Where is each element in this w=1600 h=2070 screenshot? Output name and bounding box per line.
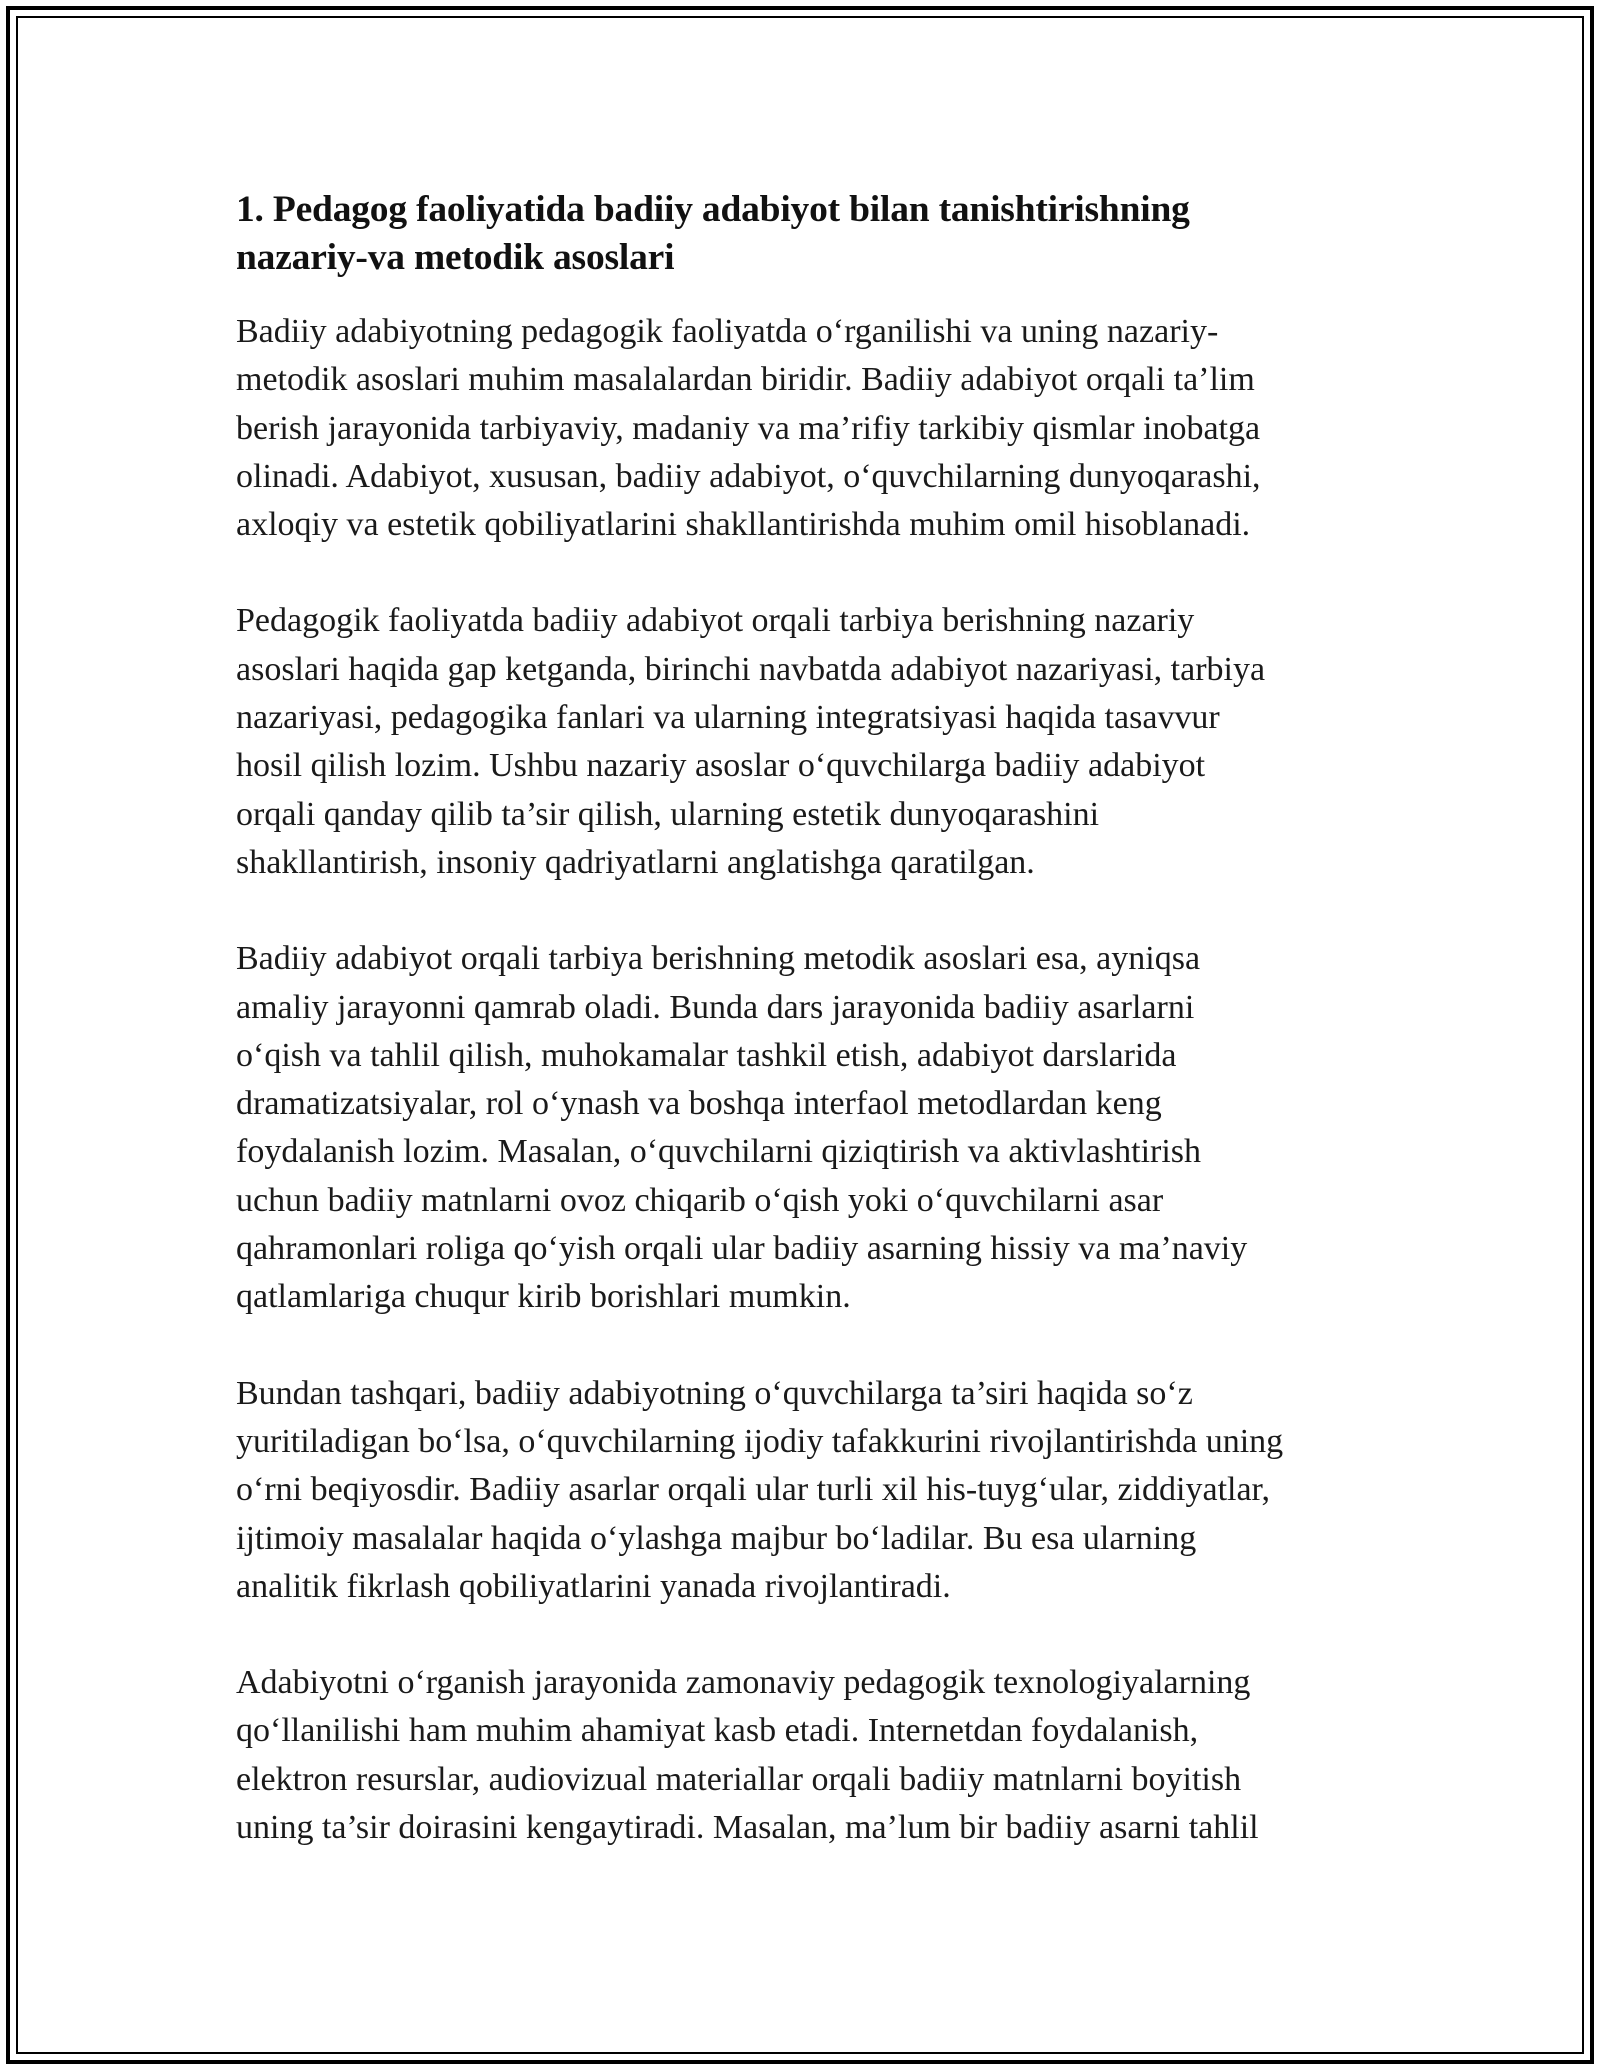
text-line: foydalanish lozim. Masalan, o‘quvchilarni qiziqtirish va aktivlashtirish [236,1133,1202,1171]
text-line: dramatizatsiyalar, rol o‘ynash va boshqa interfaol metodlardan keng [236,1085,1162,1123]
text-line: qo‘llanilishi ham muhim ahamiyat kasb etadi. Internetdan foydalanish, [236,1712,1199,1750]
heading-line: 1. Pedagog faoliyatida badiiy adabiyot bilan tanishtirishning [236,189,1190,230]
text-line: uchun badiiy matnlarni ovoz chiqarib o‘qish yoki o‘quvchilarni asar [236,1181,1164,1219]
text-line: Badiiy adabiyot orqali tarbiya berishning metodik asoslari esa, ayniqsa [236,940,1201,978]
heading-line: nazariy-va metodik asoslari [236,237,675,278]
text-line: Pedagogik faoliyatda badiiy adabiyot orqali tarbiya berishning nazariy [236,602,1195,640]
text-line: metodik asoslari muhim masalalardan biridir. Badiiy adabiyot orqali ta’lim [236,361,1255,399]
paragraph-4 [236,1370,1376,1611]
text-line: o‘qish va tahlil qilish, muhokamalar tashkil etish, adabiyot darslarida [236,1036,1177,1074]
text-line: hosil qilish lozim. Ushbu nazariy asoslar o‘quvchilarga badiiy adabiyot [236,747,1206,785]
text-line: axloqiy va estetik qobiliyatlarini shakllantirishda muhim omil hisoblanadi. [236,506,1251,544]
text-line: elektron resurslar, audiovizual materiallar orqali badiiy matnlarni boyitish [236,1760,1242,1798]
document-body [236,186,1376,1900]
text-line: berish jarayonida tarbiyaviy, madaniy va ma’rifiy tarkibiy qismlar inobatga [236,409,1261,447]
text-line: o‘rni beqiyosdir. Badiiy asarlar orqali ular turli xil his-tuyg‘ular, ziddiyatlar, [236,1471,1271,1509]
text-line: yuritiladigan bo‘lsa, o‘quvchilarning ijodiy tafakkurini rivojlantirishda uning [236,1422,1284,1460]
paragraph-3 [236,935,1376,1321]
text-line: ijtimoiy masalalar haqida o‘ylashga majbur bo‘ladilar. Bu esa ularning [236,1519,1197,1557]
text-line: shakllantirish, insoniy qadriyatlarni anglatishga qaratilgan. [236,843,1035,881]
text-line: qahramonlari roliga qo‘yish orqali ular badiiy asarning hissiy va ma’naviy [236,1230,1248,1268]
text-line: Adabiyotni o‘rganish jarayonida zamonaviy pedagogik texnologiyalarning [236,1664,1251,1702]
text-line: Bundan tashqari, badiiy adabiyotning o‘quvchilarga ta’siri haqida so‘z [236,1374,1193,1412]
paragraph-1 [236,308,1376,549]
text-line: amaliy jarayonni qamrab oladi. Bunda dars jarayonida badiiy asarlarni [236,988,1195,1026]
text-line: orqali qanday qilib ta’sir qilish, ularning estetik dunyoqarashini [236,795,1100,833]
text-line: uning ta’sir doirasini kengaytiradi. Masalan, ma’lum bir badiiy asarni tahlil [236,1809,1259,1847]
text-line: analitik fikrlash qobiliyatlarini yanada rivojlantiradi. [236,1567,951,1605]
text-line: Badiiy adabiyotning pedagogik faoliyatda o‘rganilishi va uning nazariy- [236,313,1219,350]
paragraph-2 [236,597,1376,887]
text-line: olinadi. Adabiyot, xususan, badiiy adabiyot, o‘quvchilarning dunyoqarashi, [236,457,1261,495]
text-line: nazariyasi, pedagogika fanlari va ularning integratsiyasi haqida tasavvur [236,699,1220,737]
text-line: asoslari haqida gap ketganda, birinchi navbatda adabiyot nazariyasi, tarbiya [236,650,1266,688]
paragraph-5 [236,1659,1376,1852]
text-line: qatlamlariga chuqur kirib borishlari mumkin. [236,1278,851,1316]
section-heading [236,186,1376,282]
